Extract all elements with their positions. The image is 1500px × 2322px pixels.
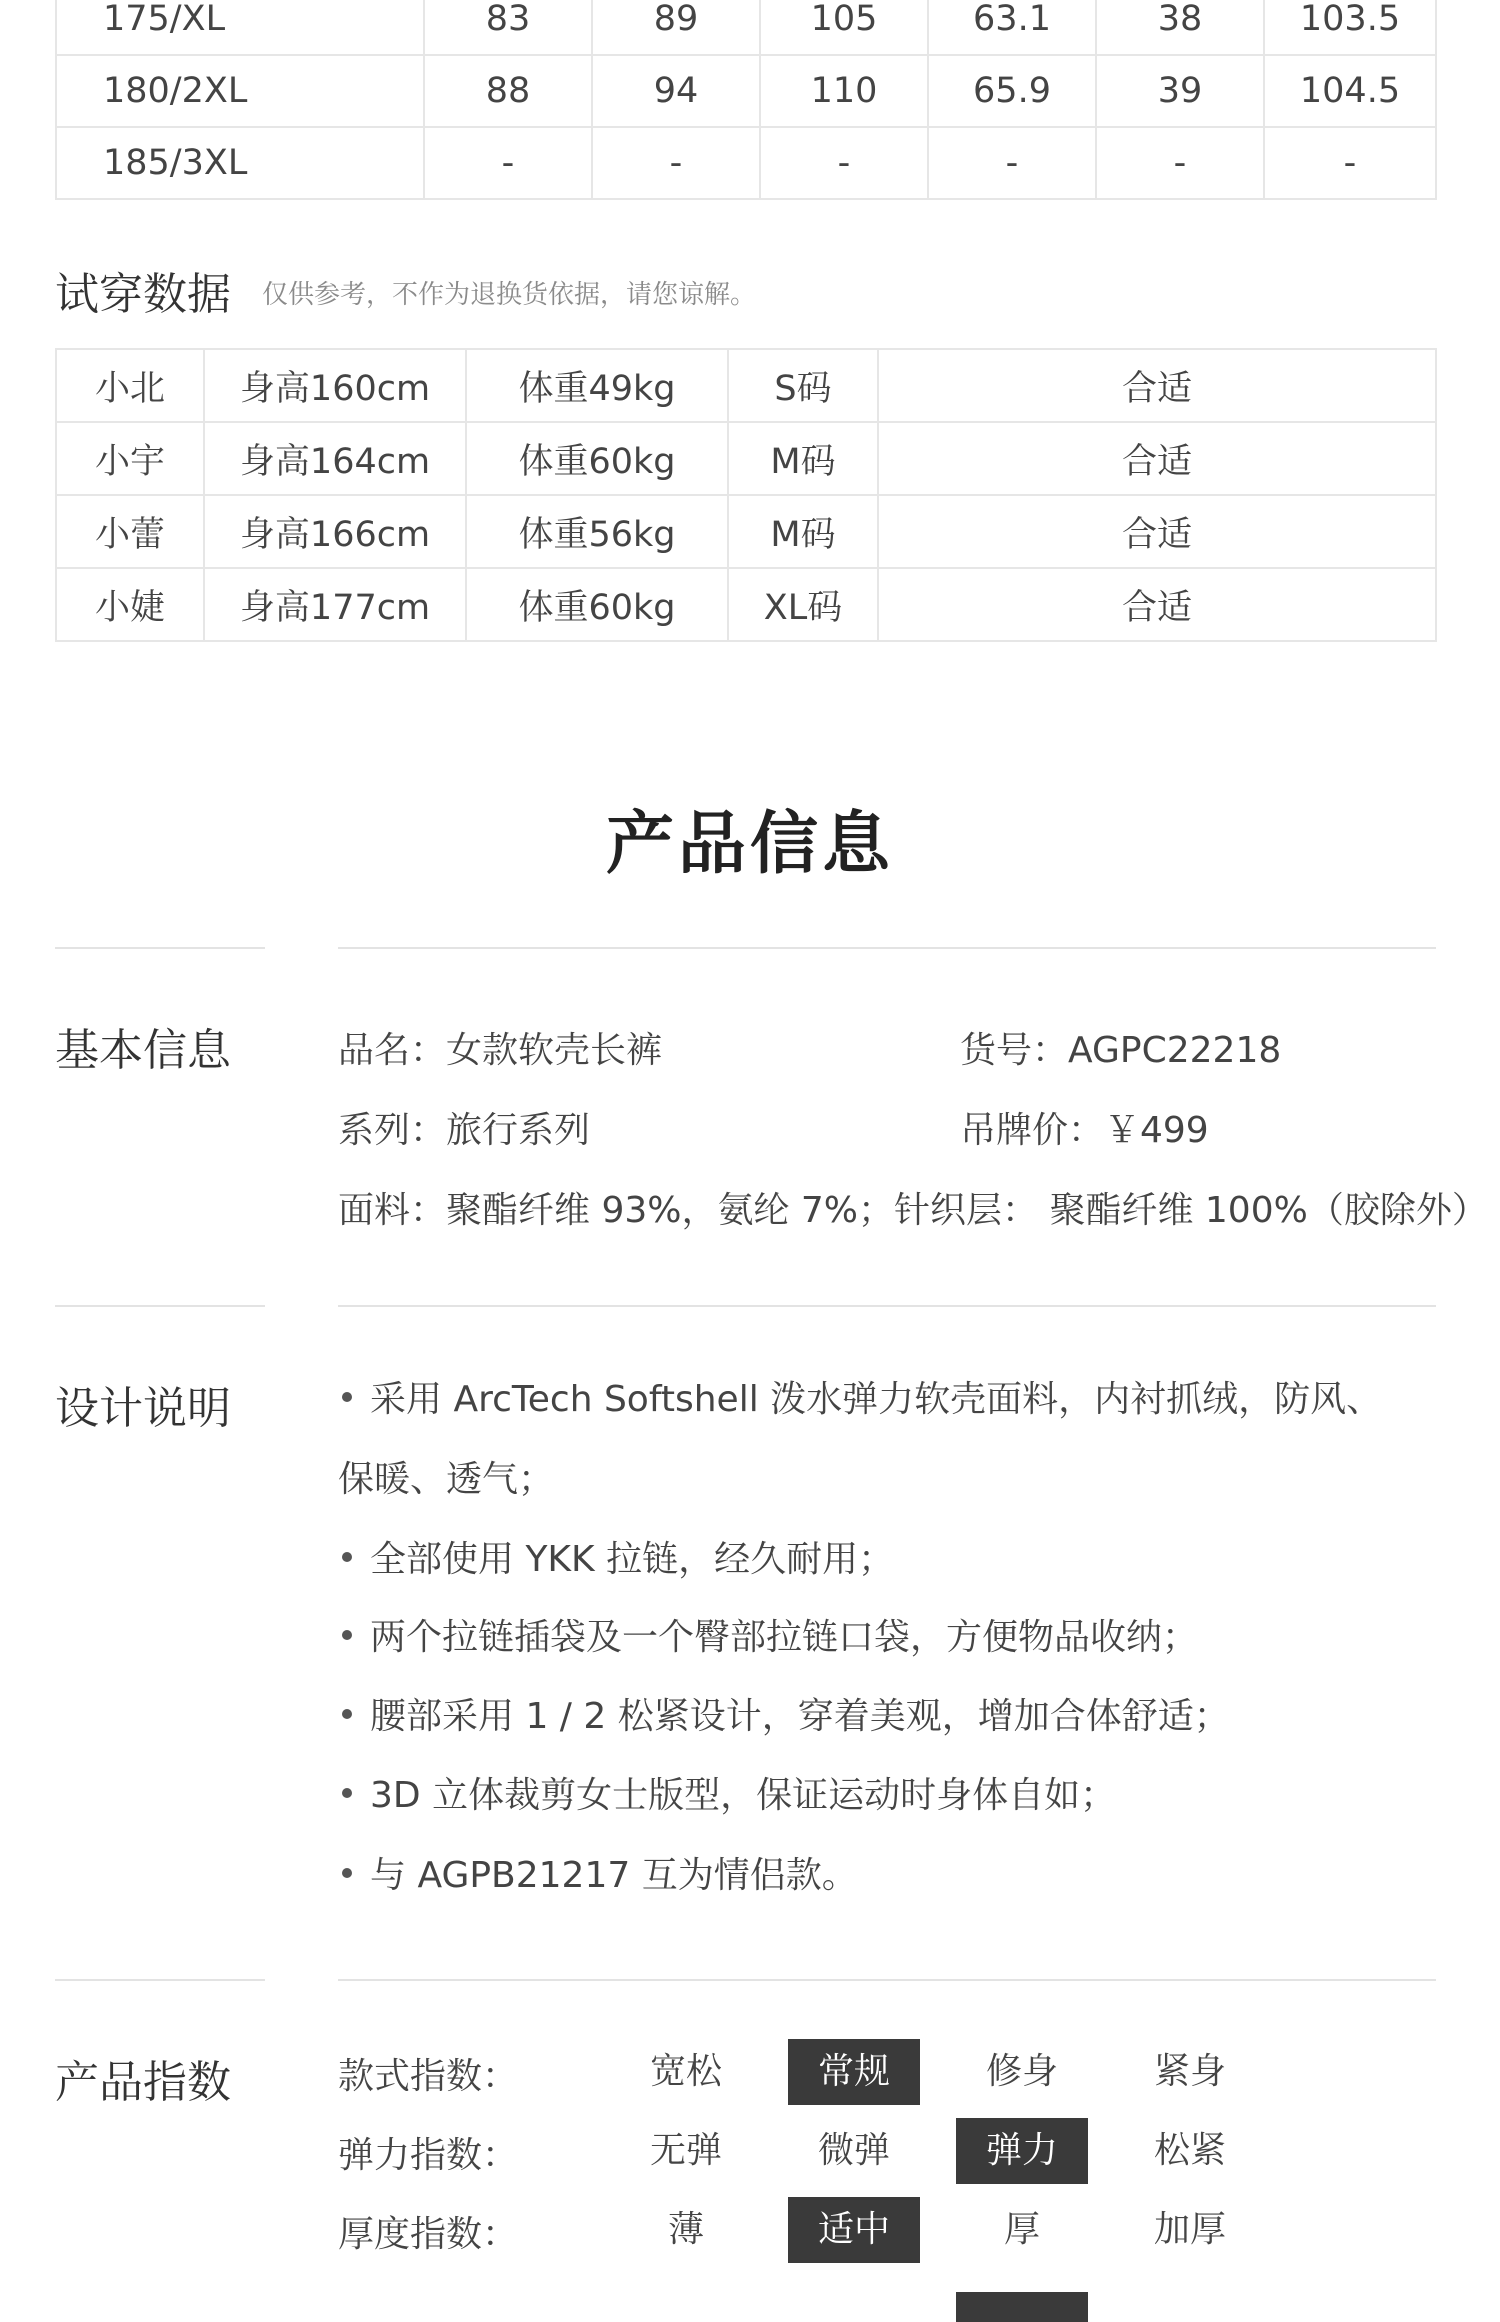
basic-info-label: 基本信息 — [55, 1025, 231, 1076]
bullet-text: 腰部采用 1 / 2 松紧设计，穿着美观，增加合体舒适； — [370, 1696, 1230, 1737]
bullet-icon — [342, 1709, 352, 1719]
table-cell: M码 — [728, 422, 878, 495]
table-cell: 体重49kg — [466, 349, 728, 422]
table-row — [56, 55, 1436, 127]
bullet-text: 与 AGPB21217 互为情侣款。 — [370, 1855, 858, 1896]
list-item — [338, 1360, 1458, 1440]
index-name: 款式指数： — [338, 2056, 519, 2097]
table-cell: 体重60kg — [466, 568, 728, 641]
list-item-continuation: 保暖、透气； — [338, 1459, 555, 1500]
table-cell: 89 — [592, 0, 760, 55]
table-cell: - — [592, 127, 760, 199]
table-cell: 94 — [592, 55, 760, 127]
product-sku: 货号：AGPC22218 — [960, 1030, 1282, 1071]
index-name: 厚度指数： — [338, 2214, 519, 2255]
divider — [55, 947, 265, 949]
product-name: 品名：女款软壳长裤 — [338, 1030, 663, 1071]
table-cell: - — [760, 127, 928, 199]
divider — [55, 1979, 265, 1981]
table-row — [56, 495, 1436, 568]
list-item — [338, 1677, 1458, 1757]
tryon-table — [55, 348, 1437, 642]
tryon-title: 试穿数据 — [55, 269, 231, 320]
indices-label: 产品指数 — [55, 2057, 231, 2108]
index-option: 薄 — [667, 2209, 704, 2250]
bullet-icon — [342, 1392, 352, 1402]
table-cell: 身高166cm — [204, 495, 466, 568]
table-cell: 104.5 — [1264, 55, 1436, 127]
table-cell: 合适 — [878, 495, 1436, 568]
table-cell: 身高164cm — [204, 422, 466, 495]
table-cell: 合适 — [878, 349, 1436, 422]
table-cell: 39 — [1096, 55, 1264, 127]
list-item — [338, 1598, 1458, 1678]
bullet-icon — [342, 1788, 352, 1798]
bullet-icon — [342, 1552, 352, 1562]
table-row — [56, 568, 1436, 641]
table-cell: 63.1 — [928, 0, 1096, 55]
index-option: 紧身 — [1153, 2051, 1226, 2092]
index-option: 修身 — [985, 2051, 1058, 2092]
index-option: 宽松 — [649, 2051, 722, 2092]
table-cell: 小北 — [56, 349, 204, 422]
product-fabric: 面料：聚酯纤维 93%，氨纶 7%；针织层： 聚酯纤维 100%（胶除外） — [338, 1190, 1488, 1231]
table-cell: - — [1264, 127, 1436, 199]
list-item — [338, 1836, 1458, 1916]
table-cell: M码 — [728, 495, 878, 568]
index-option: 厚 — [1003, 2209, 1040, 2250]
design-label: 设计说明 — [55, 1383, 231, 1434]
list-item — [338, 1520, 1458, 1600]
table-cell: 体重56kg — [466, 495, 728, 568]
index-option: 微弹 — [817, 2130, 890, 2171]
product-series: 系列：旅行系列 — [338, 1110, 591, 1151]
table-cell: 105 — [760, 0, 928, 55]
table-cell: 身高177cm — [204, 568, 466, 641]
table-cell: 110 — [760, 55, 928, 127]
table-row — [56, 0, 1436, 55]
product-info-title: 产品信息 — [605, 805, 894, 884]
table-row — [56, 349, 1436, 422]
bullet-text: 采用 ArcTech Softshell 泼水弹力软壳面料，内衬抓绒，防风、 — [370, 1379, 1383, 1420]
list-item — [338, 1756, 1458, 1836]
table-cell: 合适 — [878, 422, 1436, 495]
table-row — [56, 127, 1436, 199]
bullet-icon — [342, 1630, 352, 1640]
table-cell: 小婕 — [56, 568, 204, 641]
table-row — [56, 422, 1436, 495]
product-price: 吊牌价：￥499 — [960, 1110, 1209, 1151]
bullet-text: 3D 立体裁剪女士版型，保证运动时身体自如； — [370, 1775, 1117, 1816]
table-cell: S码 — [728, 349, 878, 422]
divider — [338, 947, 1436, 949]
index-option: 常规 — [788, 2039, 920, 2105]
tryon-note: 仅供参考，不作为退换货依据，请您谅解。 — [262, 280, 757, 310]
table-cell: 身高160cm — [204, 349, 466, 422]
divider — [55, 1305, 265, 1307]
table-cell: 38 — [1096, 0, 1264, 55]
index-option: 加厚 — [1153, 2209, 1226, 2250]
index-name: 弹力指数： — [338, 2135, 519, 2176]
divider — [338, 1305, 1436, 1307]
table-cell: - — [1096, 127, 1264, 199]
size-table — [55, 0, 1437, 200]
index-option: 无弹 — [649, 2130, 722, 2171]
index-option: 松紧 — [1153, 2130, 1226, 2171]
table-cell: 小蕾 — [56, 495, 204, 568]
size-cell: 180/2XL — [56, 55, 424, 127]
index-option: 适中 — [788, 2197, 920, 2263]
bullet-icon — [342, 1868, 352, 1878]
table-cell: 88 — [424, 55, 592, 127]
bullet-text: 全部使用 YKK 拉链，经久耐用； — [370, 1539, 895, 1580]
table-cell: - — [928, 127, 1096, 199]
table-cell: 小宇 — [56, 422, 204, 495]
table-cell: 83 — [424, 0, 592, 55]
index-option-cropped — [956, 2292, 1088, 2322]
bullet-text: 两个拉链插袋及一个臀部拉链口袋，方便物品收纳； — [370, 1617, 1199, 1658]
size-cell: 175/XL — [56, 0, 424, 55]
size-cell: 185/3XL — [56, 127, 424, 199]
divider — [338, 1979, 1436, 1981]
table-cell: 合适 — [878, 568, 1436, 641]
index-option: 弹力 — [956, 2118, 1088, 2184]
table-cell: XL码 — [728, 568, 878, 641]
table-cell: 65.9 — [928, 55, 1096, 127]
table-cell: 体重60kg — [466, 422, 728, 495]
table-cell: - — [424, 127, 592, 199]
table-cell: 103.5 — [1264, 0, 1436, 55]
